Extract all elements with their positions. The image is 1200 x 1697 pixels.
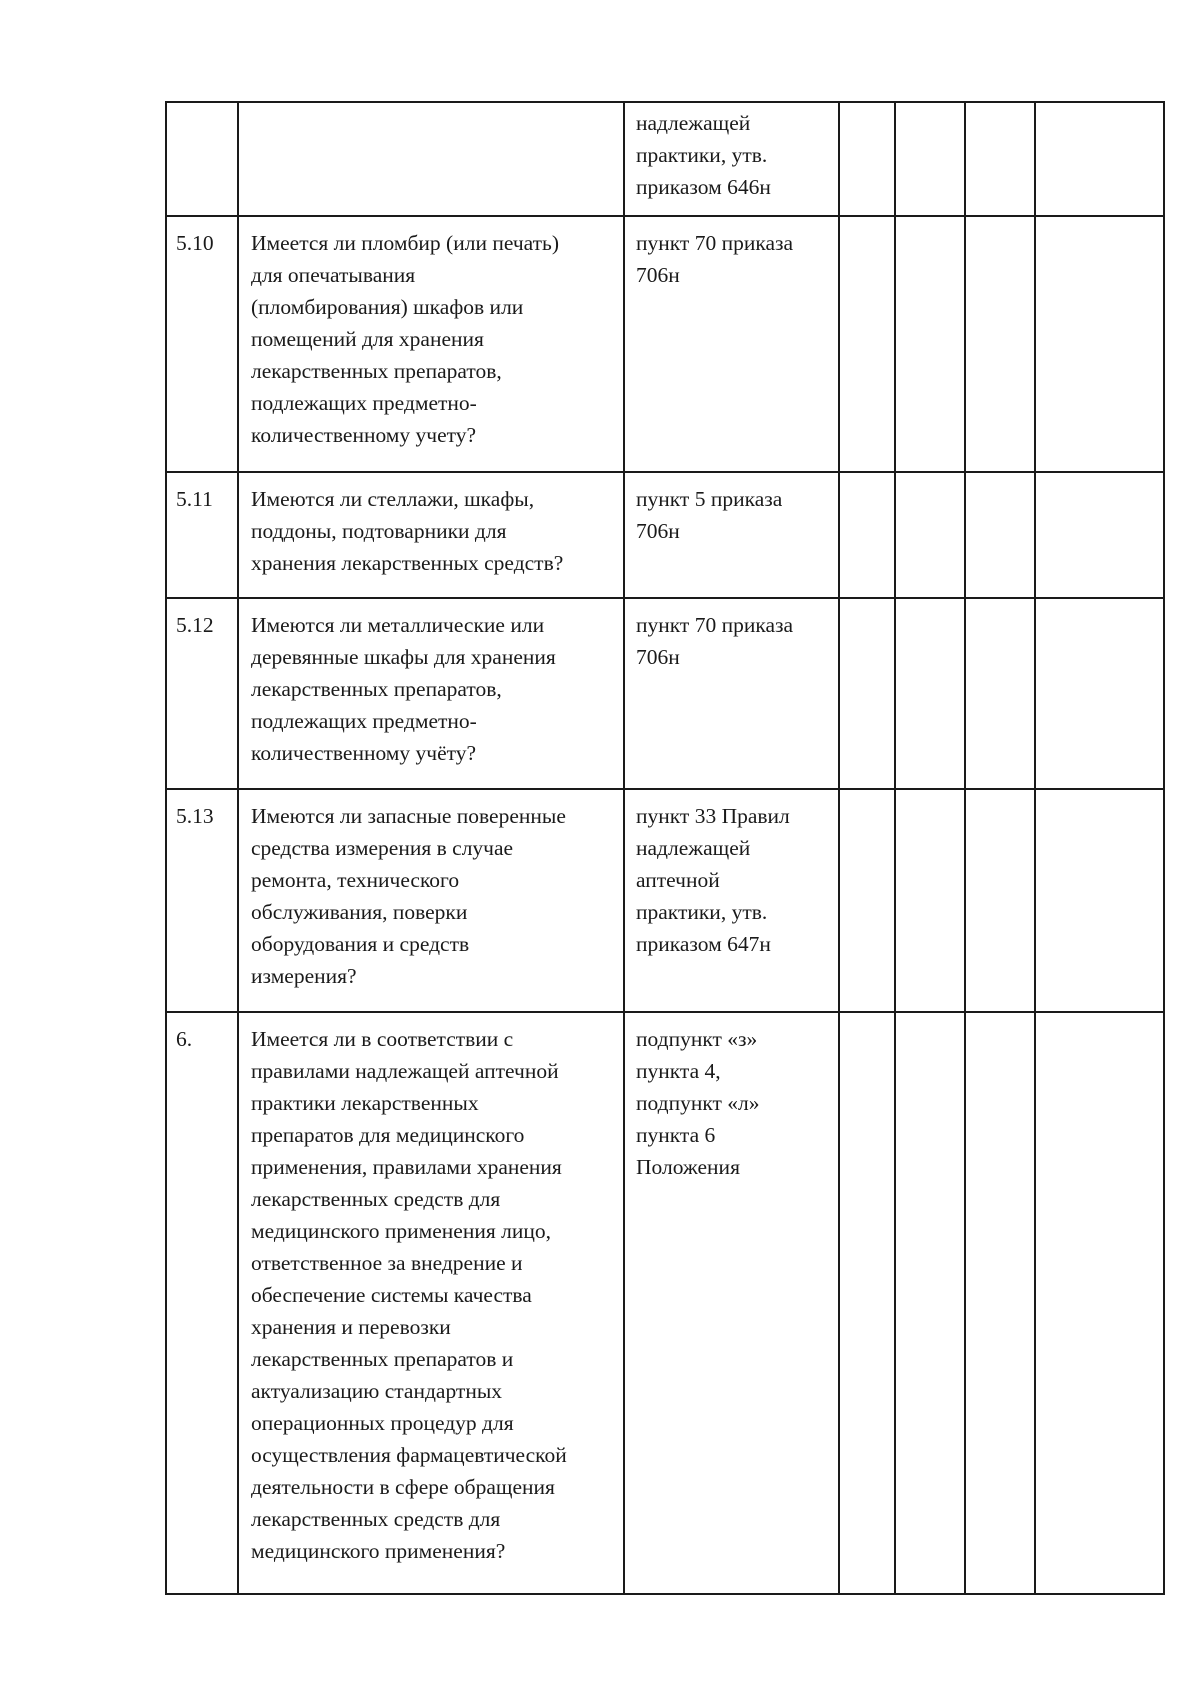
table-row [166,598,1164,789]
answer-cell [965,598,1035,789]
checklist-table [165,101,1165,1595]
answer-cell [895,598,965,789]
notes-cell [1035,1012,1164,1594]
table-row [166,472,1164,598]
table-row [166,216,1164,472]
reference-text: подпункт «з» пункта 4, подпункт «л» пункта 6 Положения [636,1027,760,1179]
answer-cell [839,472,895,598]
notes-cell [1035,598,1164,789]
answer-cell [965,789,1035,1012]
row-number-cell [166,102,238,216]
answer-cell [839,216,895,472]
question-text: Имеются ли стеллажи, шкафы, поддоны, подтоварники для хранения лекарственных средств? [251,487,564,575]
question-cell [238,598,624,789]
answer-cell [895,102,965,216]
question-text: Имеется ли в соответствии с правилами надлежащей аптечной практики лекарственных препаратов для медицинского применения, правилами хранения лекарственных средств для медицинского применения лицо, ответственное за внедрение и обеспечение системы качества хранения и перевозки лекарственных препаратов и актуализацию стандартных операционных процедур для осуществления фармацевтической деятельности в сфере обращения лекарственных средств для медицинского применения? [251,1027,567,1563]
notes-cell [1035,472,1164,598]
answer-cell [895,472,965,598]
reference-text: надлежащей практики, утв. приказом 646н [636,111,771,199]
reference-cell [624,216,839,472]
answer-cell [839,102,895,216]
question-text: Имеются ли запасные поверенные средства измерения в случае ремонта, технического обслуживания, поверки оборудования и средств измерения? [251,804,566,988]
answer-cell [965,472,1035,598]
table-row [166,1012,1164,1594]
question-text [239,103,623,113]
question-cell [238,216,624,472]
reference-cell [624,102,839,216]
question-text: Имеется ли пломбир (или печать) для опечатывания (пломбирования) шкафов или помещений для хранения лекарственных препаратов, подлежащих предметно- количественному учету? [251,231,559,447]
row-number-cell [166,789,238,1012]
row-number: 5.12 [176,613,214,637]
table-row [166,102,1164,216]
reference-cell [624,1012,839,1594]
question-cell [238,789,624,1012]
reference-text: пункт 70 приказа 706н [636,613,794,669]
notes-cell [1035,789,1164,1012]
row-number [167,103,237,113]
reference-text: пункт 5 приказа 706н [636,487,783,543]
question-cell [238,102,624,216]
reference-text: пункт 33 Правил надлежащей аптечной практики, утв. приказом 647н [636,804,790,956]
row-number: 5.10 [176,231,214,255]
answer-cell [839,1012,895,1594]
row-number: 5.13 [176,804,214,828]
answer-cell [965,1012,1035,1594]
answer-cell [839,598,895,789]
reference-cell [624,789,839,1012]
answer-cell [839,789,895,1012]
answer-cell [965,216,1035,472]
question-cell [238,1012,624,1594]
notes-cell [1035,216,1164,472]
notes-cell [1035,102,1164,216]
question-cell [238,472,624,598]
question-text: Имеются ли металлические или деревянные шкафы для хранения лекарственных препаратов, подлежащих предметно- количественному учёту? [251,613,556,765]
row-number: 5.11 [176,487,213,511]
answer-cell [895,1012,965,1594]
answer-cell [895,216,965,472]
reference-text: пункт 70 приказа 706н [636,231,794,287]
reference-cell [624,598,839,789]
reference-cell [624,472,839,598]
row-number-cell [166,472,238,598]
answer-cell [895,789,965,1012]
row-number-cell [166,216,238,472]
row-number-cell [166,598,238,789]
row-number: 6. [176,1027,193,1051]
table-row [166,789,1164,1012]
answer-cell [965,102,1035,216]
row-number-cell [166,1012,238,1594]
